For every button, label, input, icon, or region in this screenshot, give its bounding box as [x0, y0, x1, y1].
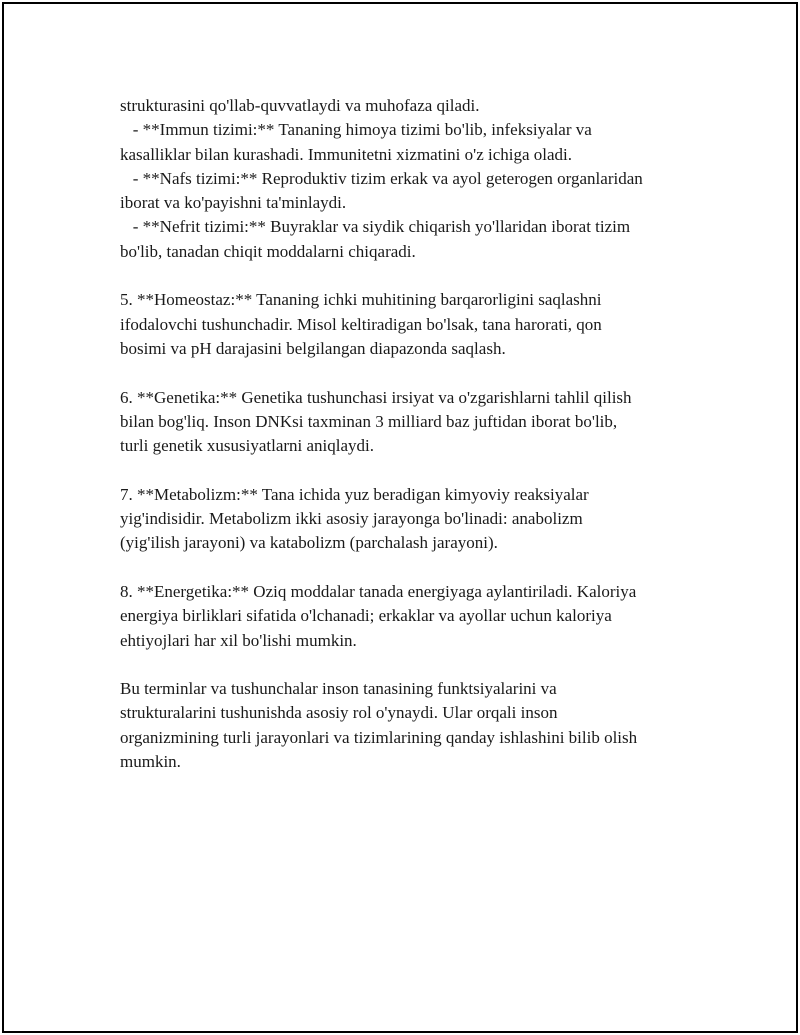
- text-line: 7. **Metabolizm:** Tana ichida yuz beradigan kimyoviy reaksiyalar: [120, 484, 589, 504]
- text-line: strukturalarini tushunishda asosiy rol o'ynaydi. Ular orqali inson: [120, 703, 558, 723]
- paragraph-gap: [120, 458, 700, 482]
- document-body: [120, 94, 700, 774]
- paragraph-gap: [120, 361, 700, 385]
- text-line: energiya birliklari sifatida o'lchanadi; erkaklar va ayollar uchun kaloriya: [120, 606, 612, 626]
- text-line: Bu terminlar va tushunchalar inson tanasining funktsiyalarini va: [120, 679, 557, 699]
- text-line: strukturasini qo'llab-quvvatlaydi va muhofaza qiladi.: [120, 96, 480, 115]
- text-line: ehtiyojlari har xil bo'lishi mumkin.: [120, 630, 357, 650]
- text-line: 5. **Homeostaz:** Tananing ichki muhitining barqarorligini saqlashni: [120, 290, 602, 310]
- paragraph-gap: [120, 264, 700, 288]
- text-line: bilan bog'liq. Inson DNKsi taxminan 3 milliard baz juftidan iborat bo'lib,: [120, 411, 618, 431]
- text-line: iborat va ko'payishni ta'minlaydi.: [120, 193, 347, 213]
- text-line: ifodalovchi tushunchadir. Misol keltiradigan bo'lsak, tana harorati, qon: [120, 314, 602, 334]
- text-line: 6. **Genetika:** Genetika tushunchasi irsiyat va o'zgarishlarni tahlil qilish: [120, 387, 632, 407]
- text-line: mumkin.: [120, 752, 181, 772]
- text-line: - **Nafs tizimi:** Reproduktiv tizim erkak va ayol geterogen organlaridan: [120, 168, 643, 188]
- text-line: bo'lib, tanadan chiqit moddalarni chiqaradi.: [120, 241, 416, 261]
- text-line: - **Immun tizimi:** Tananing himoya tizimi bo'lib, infeksiyalar va: [120, 120, 592, 140]
- paragraph-gap: [120, 556, 700, 580]
- paragraph-gap: [120, 653, 700, 677]
- text-line: organizmining turli jarayonlari va tizimlarining qanday ishlashini bilib olish: [120, 727, 638, 747]
- text-line: yig'indisidir. Metabolizm ikki asosiy jarayonga bo'linadi: anabolizm: [120, 509, 583, 529]
- text-line: 8. **Energetika:** Oziq moddalar tanada energiyaga aylantiriladi. Kaloriya: [120, 581, 637, 601]
- document-page: [2, 2, 798, 1033]
- text-line: (yig'ilish jarayoni) va katabolizm (parchalash jarayoni).: [120, 533, 498, 553]
- text-line: turli genetik xususiyatlarni aniqlaydi.: [120, 436, 375, 456]
- text-line: bosimi va pH darajasini belgilangan diapazonda saqlash.: [120, 338, 506, 358]
- text-line: - **Nefrit tizimi:** Buyraklar va siydik chiqarish yo'llaridan iborat tizim: [120, 217, 631, 237]
- text-line: kasalliklar bilan kurashadi. Immunitetni xizmatini o'z ichiga oladi.: [120, 144, 573, 164]
